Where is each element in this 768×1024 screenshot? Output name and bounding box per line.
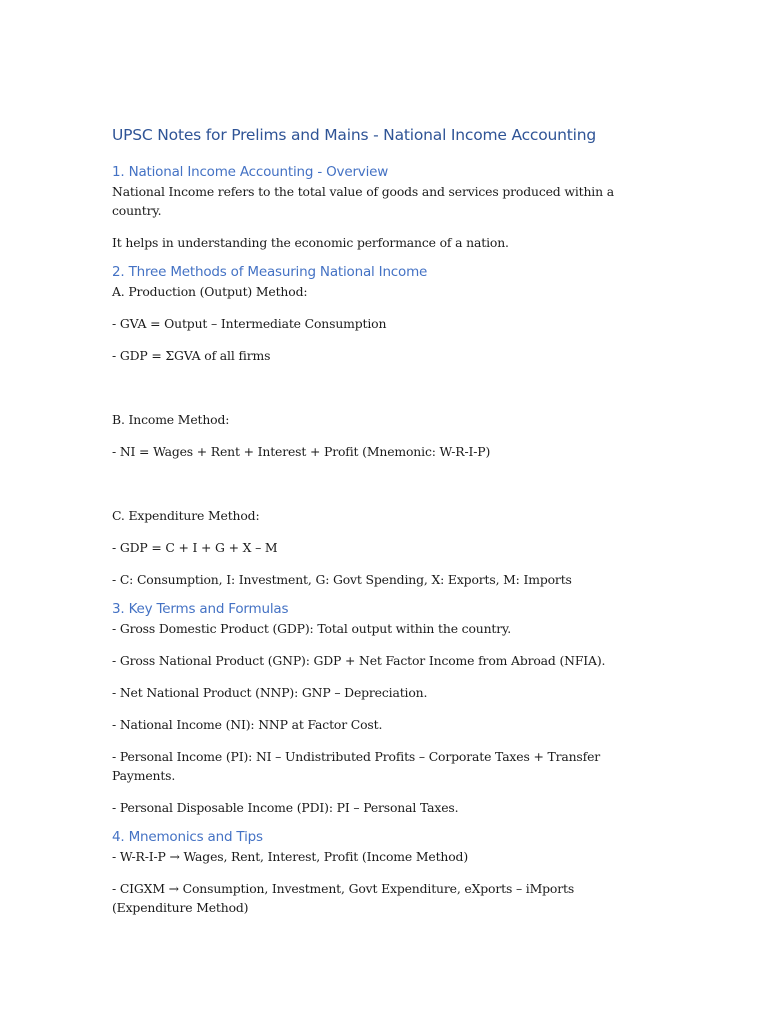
paragraph: - GDP = C + I + G + X – M <box>112 540 278 555</box>
paragraph: A. Production (Output) Method: <box>112 284 308 299</box>
section-heading: 2. Three Methods of Measuring National Income <box>112 264 428 280</box>
section-heading: 4. Mnemonics and Tips <box>112 829 263 845</box>
blank-line <box>112 474 656 506</box>
paragraph: - Personal Income (PI): NI – Undistributed Profits – Corporate Taxes + Transfer Payments. <box>112 749 601 783</box>
paragraph: - Personal Disposable Income (PDI): PI – Personal Taxes. <box>112 800 459 815</box>
paragraph: - National Income (NI): NNP at Factor Cost. <box>112 717 383 732</box>
paragraph: - W-R-I-P → Wages, Rent, Interest, Profit (Income Method) <box>112 849 469 864</box>
paragraph: - C: Consumption, I: Investment, G: Govt Spending, X: Exports, M: Imports <box>112 572 572 587</box>
paragraph: - GDP = ΣGVA of all firms <box>112 348 271 363</box>
section-key-terms <box>112 599 656 817</box>
section-overview <box>112 162 656 252</box>
paragraph: National Income refers to the total value of goods and services produced within a country. <box>112 184 614 218</box>
document-title: UPSC Notes for Prelims and Mains - National Income Accounting <box>112 126 597 144</box>
section-mnemonics <box>112 827 656 917</box>
paragraph: - CIGXM → Consumption, Investment, Govt Expenditure, eXports – iMports (Expenditure Method) <box>112 881 575 915</box>
paragraph: - Gross Domestic Product (GDP): Total output within the country. <box>112 621 512 636</box>
paragraph: C. Expenditure Method: <box>112 508 260 523</box>
section-heading: 1. National Income Accounting - Overview <box>112 164 389 180</box>
paragraph: - GVA = Output – Intermediate Consumption <box>112 316 387 331</box>
paragraph: It helps in understanding the economic performance of a nation. <box>112 235 509 250</box>
section-methods <box>112 262 656 589</box>
blank-line <box>112 378 656 410</box>
section-heading: 3. Key Terms and Formulas <box>112 601 289 617</box>
paragraph: - Net National Product (NNP): GNP – Depreciation. <box>112 685 428 700</box>
paragraph: - NI = Wages + Rent + Interest + Profit (Mnemonic: W-R-I-P) <box>112 444 491 459</box>
paragraph: - Gross National Product (GNP): GDP + Net Factor Income from Abroad (NFIA). <box>112 653 606 668</box>
paragraph: B. Income Method: <box>112 412 230 427</box>
